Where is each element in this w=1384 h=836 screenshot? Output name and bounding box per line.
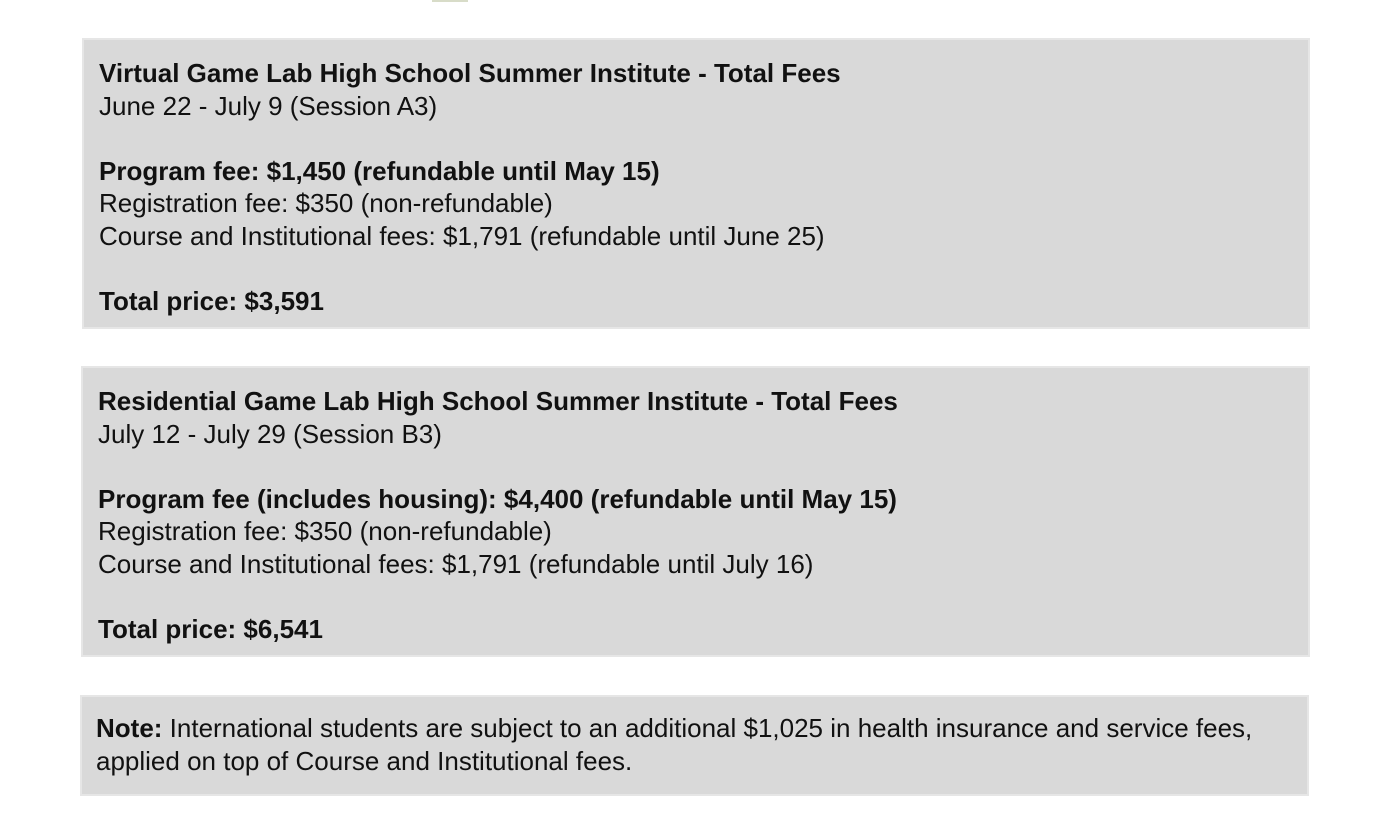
residential-total-price: Total price: $6,541 bbox=[98, 613, 323, 644]
virtual-program-fee: Program fee: $1,450 (refundable until May 15) bbox=[99, 155, 660, 186]
note-text: International students are subject to an additional $1,025 in health insurance and service fees, applied on top of Course and Institutional fees. bbox=[96, 713, 1253, 776]
residential-program-fee: Program fee (includes housing): $4,400 (refundable until May 15) bbox=[98, 483, 897, 514]
note-label: Note: bbox=[96, 713, 163, 743]
spacer bbox=[99, 122, 1308, 155]
virtual-registration-fee: Registration fee: $350 (non-refundable) bbox=[99, 188, 553, 218]
residential-title: Residential Game Lab High School Summer Institute - Total Fees bbox=[98, 386, 898, 416]
virtual-dates: June 22 - July 9 (Session A3) bbox=[99, 90, 438, 121]
virtual-institute-fees-box bbox=[82, 38, 1310, 329]
virtual-course-fees: Course and Institutional fees: $1,791 (refundable until June 25) bbox=[99, 220, 825, 251]
international-students-note-box bbox=[80, 695, 1309, 796]
top-decorative-tick bbox=[432, 0, 468, 2]
virtual-total-price: Total price: $3,591 bbox=[99, 285, 324, 316]
residential-dates: July 12 - July 29 (Session B3) bbox=[98, 418, 442, 449]
residential-course-fees: Course and Institutional fees: $1,791 (refundable until July 16) bbox=[98, 548, 814, 579]
note-paragraph bbox=[96, 712, 1297, 777]
virtual-title: Virtual Game Lab High School Summer Institute - Total Fees bbox=[99, 58, 841, 88]
spacer bbox=[98, 450, 1308, 483]
residential-institute-fees-box bbox=[81, 366, 1310, 657]
residential-registration-fee: Registration fee: $350 (non-refundable) bbox=[98, 516, 552, 546]
spacer bbox=[98, 580, 1308, 613]
spacer bbox=[99, 252, 1308, 285]
